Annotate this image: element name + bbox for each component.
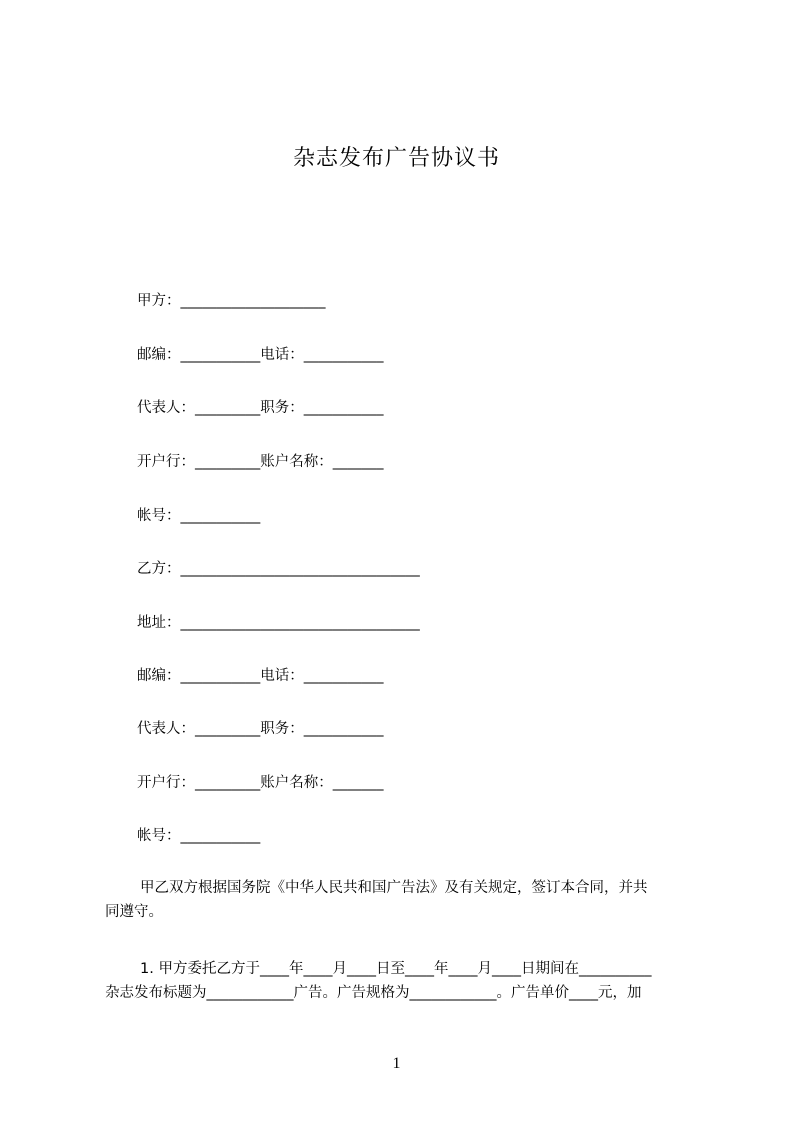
- party-a-rep-title-line: 代表人：_________职务：___________: [137, 400, 384, 416]
- party-b-account-line: 帐号：___________: [137, 828, 261, 844]
- intro-paragraph: [105, 876, 705, 924]
- clause-1-line-1: 1. 甲方委托乙方于____年____月____日至____年____月____日期间在__________: [140, 961, 652, 977]
- intro-line-1: 甲乙双方根据国务院《中华人民共和国广告法》及有关规定，签订本合同，并共: [140, 880, 648, 896]
- party-a-account-line: 帐号：___________: [137, 508, 261, 524]
- clause-1-line-2: 杂志发布标题为____________广告。广告规格为____________。广告单价____元，加: [105, 985, 642, 1001]
- party-b-zip-phone-line: 邮编：___________电话：___________: [137, 668, 384, 684]
- party-b-bank-line: 开户行：_________账户名称：_______: [137, 775, 384, 791]
- party-b-rep-title-line: 代表人：_________职务：___________: [137, 721, 384, 737]
- party-a-zip-phone-line: 邮编：___________电话：___________: [137, 347, 384, 363]
- page-number: 1: [392, 1055, 401, 1072]
- party-b-name-line: 乙方：_________________________________: [137, 561, 420, 577]
- party-a-bank-line: 开户行：_________账户名称：_______: [137, 454, 384, 470]
- intro-line-2: 同遵守。: [105, 904, 163, 920]
- clause-1-paragraph: [105, 957, 705, 1005]
- party-b-address-line: 地址：_________________________________: [137, 615, 420, 631]
- document-title: 杂志发布广告协议书: [292, 146, 500, 171]
- party-a-name-line: 甲方：____________________: [137, 293, 326, 309]
